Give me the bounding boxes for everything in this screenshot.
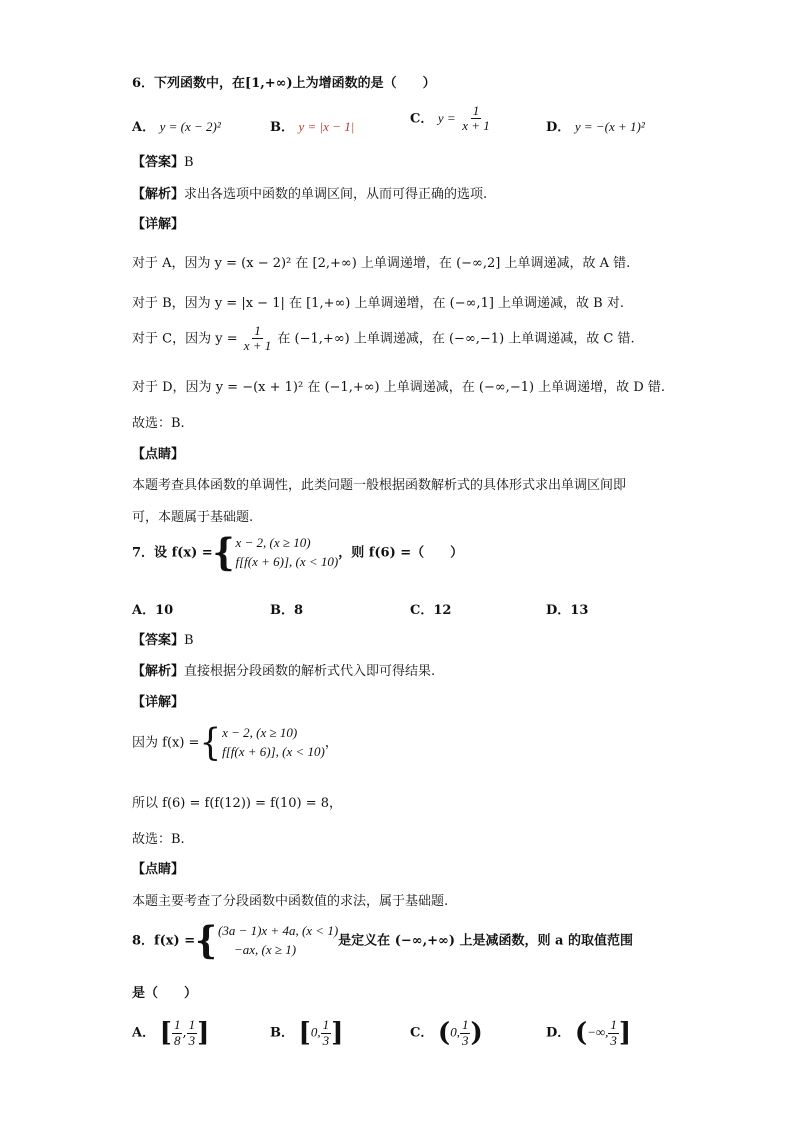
q6-detail-tag: 【详解】	[132, 217, 185, 232]
q7-detail-def: 因为 f(x) ={ x − 2, (x ≥ 10) f[f(x + 6)], (x < 10) ，	[132, 720, 338, 765]
q6-option-c	[410, 104, 492, 134]
option-expression: y = −(x + 1)²	[574, 119, 645, 134]
q6-option-d	[546, 116, 645, 135]
q6-detail-d: 对于 D，因为 y = −(x + 1)² 在 (−1,+∞) 上单调递减，在 (−∞,−1) 上单调递增，故 D 错.	[132, 380, 666, 395]
q6-comment-line1: 本题考查具体函数的单调性，此类问题一般根据函数解析式的具体形式求出单调区间即	[132, 478, 627, 493]
analysis-tag: 【解析】	[132, 187, 185, 202]
fraction: $\frac{1}{x + 1}$	[462, 103, 490, 134]
q6-option-b	[270, 116, 354, 135]
piecewise-cases: x − 2, (x ≥ 10) f[f(x + 6)], (x < 10)	[235, 535, 339, 569]
q7-option-c: C．12	[410, 603, 452, 618]
q8-option-a: A． [ $\frac{1}{8}$ , $\frac{1}{3}$ ]	[132, 1017, 210, 1048]
q7-comment: 本题主要考查了分段函数中函数值的求法，属于基础题.	[132, 894, 449, 909]
q7-detail-tag: 【详解】	[132, 695, 185, 710]
q6-option-a	[132, 116, 221, 135]
left-brace: {	[199, 720, 222, 765]
option-label: C．	[410, 111, 434, 127]
option-expression: y = |x − 1|	[298, 119, 355, 134]
piecewise-cases: (3a − 1)x + 4a, (x < 1) −ax, (x ≥ 1)	[217, 923, 339, 957]
q7-option-d: D．13	[546, 603, 589, 618]
q8-option-d: D． (−∞, $\frac{1}{3}$ ]	[546, 1017, 632, 1048]
q6-analysis	[132, 183, 487, 202]
answer-value: B	[184, 155, 194, 170]
q7-analysis: 【解析】直接根据分段函数的解析式代入即可得结果.	[132, 664, 436, 679]
q8-stem-line2: 是（ ）	[132, 986, 198, 1001]
q6-choose: 故选：B.	[132, 416, 185, 431]
q7-stem: 7．设 f(x) ={ x − 2, (x ≥ 10) f[f(x + 6)], (x < 10) ，则 f(6) =（ ）	[132, 530, 464, 575]
left-brace: {	[212, 530, 235, 575]
q7-choose: 故选：B.	[132, 832, 185, 847]
option-label: A．	[132, 120, 156, 135]
q6-answer	[132, 151, 194, 170]
q6-comment-tag: 【点睛】	[132, 447, 185, 462]
q8-option-c: C． (0, $\frac{1}{3}$ )	[410, 1017, 483, 1048]
fraction: $\frac{1}{3}$	[461, 1017, 469, 1048]
q7-option-b: B．8	[270, 603, 304, 618]
fraction: $\frac{1}{8}$	[173, 1017, 181, 1048]
q6-detail-c: 对于 C，因为 y = $\frac{1}{x + 1}$ 在 (−1,+∞) 上单调递减，在 (−∞,−1) 上单调递减，故 C 错.	[132, 323, 635, 354]
q6-detail-b: 对于 B，因为 y = |x − 1| 在 [1,+∞) 上单调递增，在 (−∞,1] 上单调递减，故 B 对.	[132, 296, 624, 311]
option-expression: y = (x − 2)²	[159, 119, 221, 134]
q6-stem: 6．下列函数中，在[1,+∞)上为增函数的是（ ）	[132, 76, 436, 91]
option-label: B．	[270, 120, 294, 135]
q7-answer: 【答案】B	[132, 633, 194, 648]
piecewise-cases: x − 2, (x ≥ 10) f[f(x + 6)], (x < 10)	[222, 725, 325, 759]
fraction: $\frac{1}{x + 1}$	[243, 323, 272, 354]
q6-detail-a: 对于 A，因为 y = (x − 2)² 在 [2,+∞) 上单调递增，在 (−∞,2] 上单调递减，故 A 错.	[132, 256, 631, 271]
option-expression: y =	[437, 110, 456, 126]
fraction: $\frac{1}{3}$	[610, 1017, 617, 1048]
q7-comment-tag: 【点睛】	[132, 862, 185, 877]
q7-option-a: A．10	[132, 603, 174, 618]
q8-option-b: B． [0, $\frac{1}{3}$ ]	[270, 1017, 344, 1048]
q6-comment-line2: 可，本题属于基础题.	[132, 510, 254, 525]
q7-calculation: 所以 f(6) = f(f(12)) = f(10) = 8，	[132, 796, 343, 811]
option-label: D．	[546, 120, 571, 135]
fraction: $\frac{1}{3}$	[188, 1017, 196, 1048]
analysis-text: 求出各选项中函数的单调区间，从而可得正确的选项.	[184, 187, 488, 202]
fraction: $\frac{1}{3}$	[322, 1017, 330, 1048]
q8-stem: 8．f(x) ={ (3a − 1)x + 4a, (x < 1) −ax, (x ≥ 1) 是定义在 (−∞,+∞) 上是减函数，则 a 的取值范围	[132, 918, 633, 963]
left-brace: {	[195, 918, 217, 963]
answer-tag: 【答案】	[132, 155, 185, 170]
